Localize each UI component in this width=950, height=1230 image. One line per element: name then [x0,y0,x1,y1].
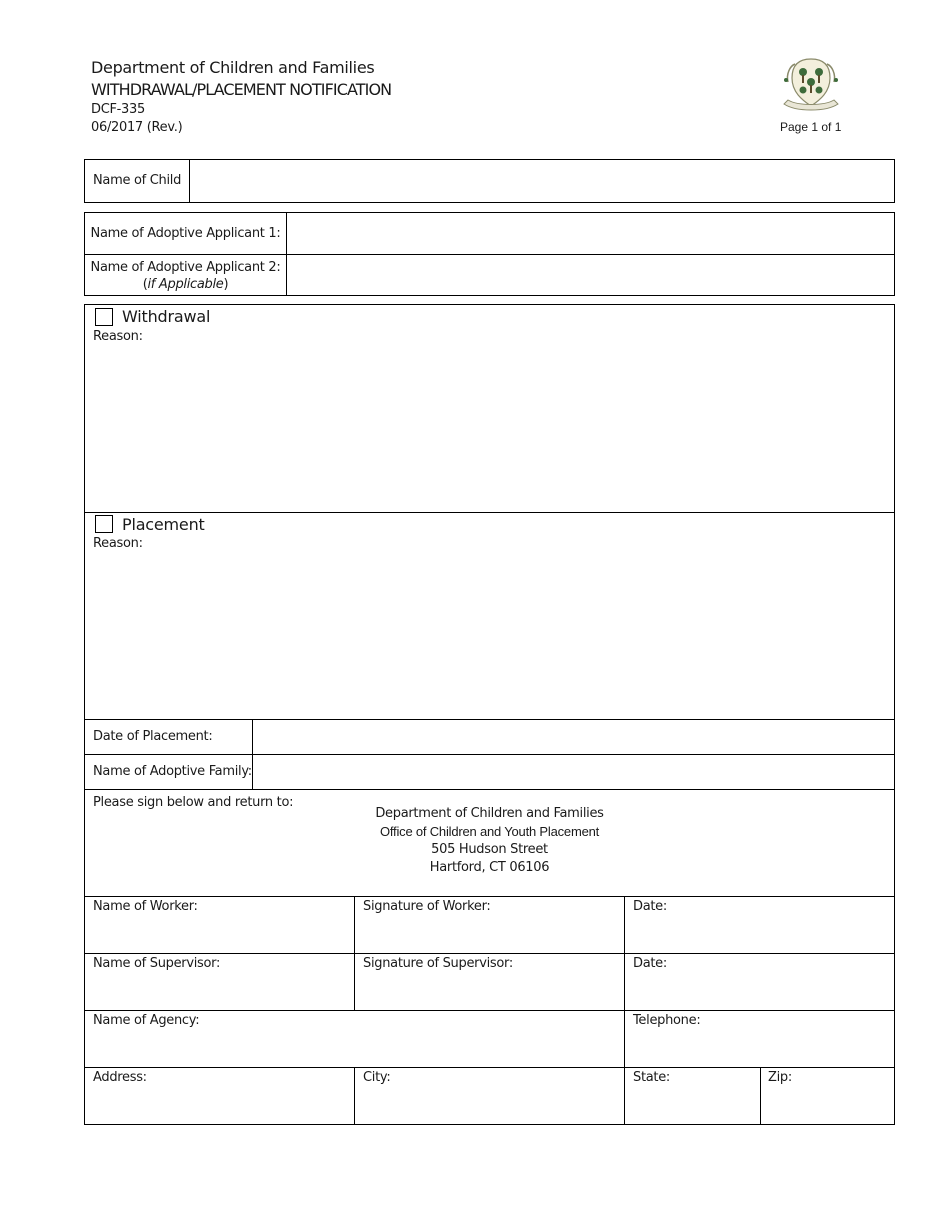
form-number: DCF-335 [91,102,145,117]
withdrawal-reason-label: Reason: [93,329,143,344]
worker-signature-field[interactable] [355,897,624,953]
worker-date-field[interactable] [625,897,894,953]
adoptive-applicants-section [84,212,895,296]
child-name-field[interactable] [190,160,894,202]
return-instructions: Please sign below and return to: [93,795,294,810]
applicant1-label: Name of Adoptive Applicant 1: [90,226,281,241]
form-revision: 06/2017 (Rev.) [91,120,183,135]
withdrawal-label: Withdrawal [122,307,211,326]
applicant2-note: (if Applicable) [142,277,229,292]
worker-name-label: Name of Worker: [93,899,198,914]
address-label: Address: [93,1070,147,1085]
placement-reason-field[interactable] [85,554,894,719]
main-form-section [84,304,895,1125]
withdrawal-reason-field[interactable] [85,347,894,512]
supervisor-name-field[interactable] [85,954,354,1010]
applicant2-field[interactable] [287,255,894,295]
withdrawal-checkbox[interactable] [95,308,113,326]
return-address-line1: Department of Children and Families [375,806,604,821]
return-address-line4: Hartford, CT 06106 [429,860,550,875]
state-seal-icon [776,56,846,116]
child-name-label: Name of Child [93,173,182,188]
city-label: City: [363,1070,391,1085]
return-address-line2: Office of Children and Youth Placement [379,824,600,839]
return-address [85,805,894,877]
state-field[interactable] [625,1068,760,1124]
return-address-line3: 505 Hudson Street [431,842,548,857]
telephone-field[interactable] [625,1011,894,1067]
date-of-placement-field[interactable] [253,720,894,754]
child-name-section [84,159,895,203]
worker-date-label: Date: [633,899,667,914]
address-field[interactable] [85,1068,354,1124]
placement-label: Placement [122,515,205,534]
page-number: Page 1 of 1 [780,120,842,134]
supervisor-date-field[interactable] [625,954,894,1010]
placement-reason-label: Reason: [93,536,143,551]
agency-name-label: Name of Agency: [93,1013,200,1028]
form-title: WITHDRAWAL/PLACEMENT NOTIFICATION [91,80,392,99]
telephone-label: Telephone: [633,1013,701,1028]
worker-name-field[interactable] [85,897,354,953]
zip-field[interactable] [761,1068,894,1124]
applicant2-label: Name of Adoptive Applicant 2: [90,260,281,275]
agency-name-field[interactable] [85,1011,624,1067]
supervisor-name-label: Name of Supervisor: [93,956,221,971]
placement-checkbox[interactable] [95,515,113,533]
city-field[interactable] [355,1068,624,1124]
state-label: State: [633,1070,670,1085]
worker-signature-label: Signature of Worker: [363,899,491,914]
supervisor-signature-label: Signature of Supervisor: [363,956,513,971]
supervisor-date-label: Date: [633,956,667,971]
adoptive-family-label: Name of Adoptive Family: [93,764,252,779]
applicant1-field[interactable] [287,213,894,254]
agency-name: Department of Children and Families [91,58,375,77]
adoptive-family-field[interactable] [253,755,894,789]
supervisor-signature-field[interactable] [355,954,624,1010]
date-of-placement-label: Date of Placement: [93,729,213,744]
applicant2-label-block [85,259,286,293]
zip-label: Zip: [768,1070,792,1085]
